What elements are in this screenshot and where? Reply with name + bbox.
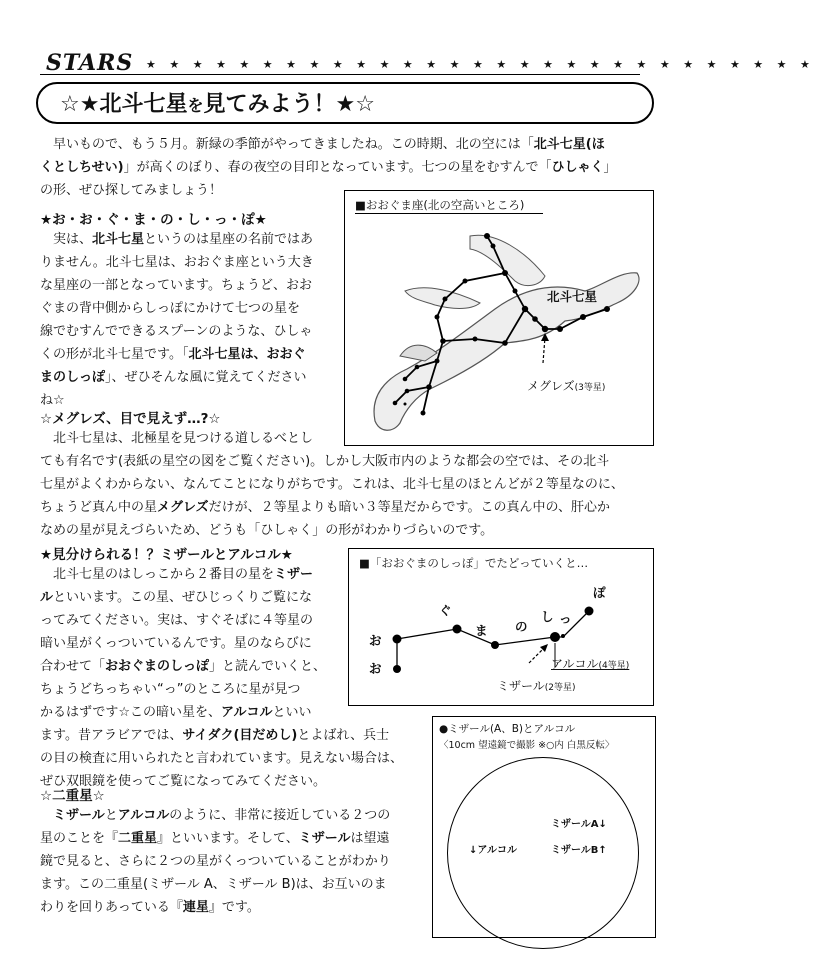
figure-caption: ■「おおぐまのしっぽ」でたどっていくと… (359, 556, 589, 570)
masthead-rule (40, 74, 640, 75)
label-megrez: メグレズ(3等星) (527, 379, 606, 393)
kana-o-1: お (369, 633, 382, 648)
kana-po: ぽ (593, 585, 606, 600)
figure-caption-1: ●ミザール(A、B)とアルコル (439, 723, 576, 735)
section-heading-mizar-alcor: ★見分けられる！？ミザールとアルコル★ (40, 547, 293, 563)
section-megrez-text: 北斗七星は、北極星を見つける道しるべとし ても有名です(表紙の星空の図をご覧ください)。しかし大阪市内のような都会の空では、その北斗 七星がよくわからない、なんてことになりがちです。これは、北斗七星のほとんどが２等星なのに、 ちょうど真ん中の星メグレズだけが、２等星よりも暗い３等星だからです。この真ん中の、肝心か なめの星が見えづらいため、どうも「ひしゃく」の形がわかりづらいのです。 (40, 431, 624, 538)
section-shippo-text: 実は、北斗七星というのは星座の名前ではあ りません。北斗七星は、おおぐま座という大き な星座の一部となっています。ちょうど、おお ぐまの背中側からしっぽにかけて七つの星を 線でむすんでできるスプーンのような、ひしゃ くの形が北斗七星です。「北斗七星は、おおぐ まのしっぽ」、ぜひそんな風に覚えてください ね☆ (40, 232, 314, 408)
label-alcor: アルコル(4等星) (551, 657, 630, 671)
telescope-figure (432, 716, 656, 938)
label-mizar-b: ミザールB↑ (551, 845, 607, 856)
ursa-major-figure (344, 190, 654, 446)
label-hokuto: 北斗七星 (547, 289, 598, 304)
kana-shi: し (541, 609, 554, 624)
kana-gu: ぐ (439, 603, 452, 618)
label-mizar-a: ミザールA↓ (551, 819, 607, 830)
figure-caption: ■おおぐま座(北の空高いところ) (355, 198, 525, 212)
page-title: ☆★北斗七星を見てみよう！★☆ (60, 92, 375, 117)
masthead-stars: ★ ★ ★ ★ ★ ★ ★ ★ ★ ★ ★ ★ ★ ★ ★ ★ ★ ★ ★ ★ ★ ★ ★ ★ ★ ★ ★ ★ ★ (146, 58, 815, 71)
section-double-star-text: ミザールとアルコルのように、非常に接近している２つの 星のことを『二重星』といいます。そして、ミザールは望遠 鏡で見ると、さらに２つの星がくっついていることがわかり ます。この二重星(ミザール A、ミザール B)は、お互いのま わりを回りあっている『連星』です。 (40, 808, 391, 915)
kana-o-2: お (369, 661, 382, 676)
section-heading-megrez: ☆メグレズ、目で見えず…?☆ (40, 411, 221, 427)
intro-paragraph: 早いもので、もう５月。新緑の季節がやってきましたね。この時期、北の空には「北斗七星(ほ くとしちせい)」が高くのぼり、春の夜空の目印となっています。七つの星をむすんで「ひしゃく」 の形、ぜひ探してみましょう！ (40, 137, 617, 198)
section-mizar-alcor-text: 北斗七星のはしっこから２番目の星をミザー ルといいます。この星、ぜひじっくりご覧にな ってみてください。実は、すぐそばに４等星の 暗い星がくっついているんです。星のならびに 合わせて「おおぐまのしっぽ」と読んでいくと、 ちょうどちっちゃい“っ”のところに星が見つ かるはずです☆この暗い星を、アルコルといい ます。昔アラビアでは、サイダク(目だめし)とよばれ、兵士 の目の検査に用いられたと言われています。見えない場合は、 ぜひ双眼鏡を使ってご覧になってみてください。 (40, 567, 403, 789)
label-mizar: ミザール(2等星) (497, 679, 576, 693)
section-heading-double-star: ☆二重星☆ (40, 788, 105, 804)
kana-no: の (515, 619, 528, 634)
kana-ma: ま (475, 623, 488, 638)
label-alcor-telescope: ↓アルコル (469, 845, 517, 856)
kana-small-tsu: っ (559, 611, 572, 626)
section-heading-shippo: ★お・お・ぐ・ま・の・し・っ・ぽ★ (40, 212, 267, 228)
masthead: STARS (46, 50, 134, 76)
ursa-major-drawing (345, 191, 653, 445)
tail-tracing-figure (348, 548, 654, 706)
figure-caption-2: 〈10cm 望遠鏡で撮影 ※○内 白黒反転〉 (439, 740, 615, 751)
